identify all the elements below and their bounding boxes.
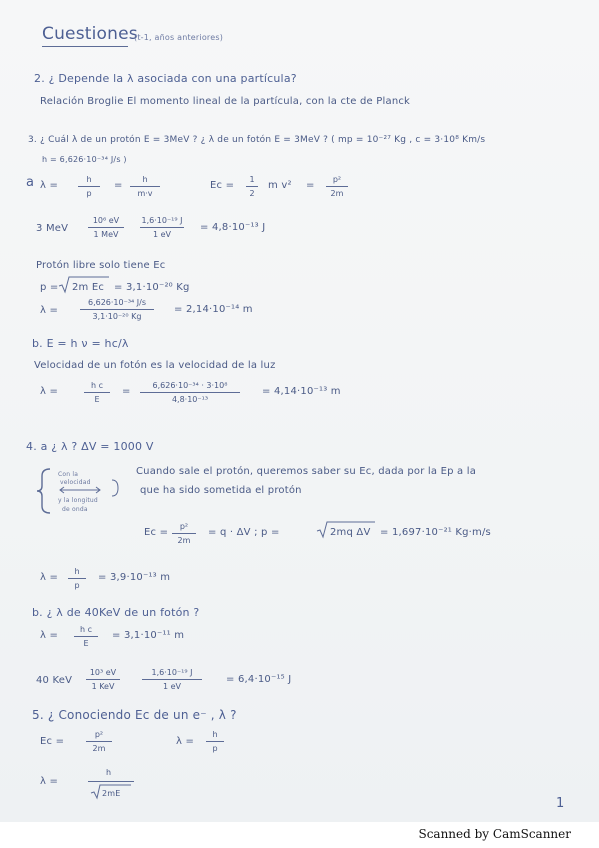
q3-frac-den: 1 eV — [152, 230, 172, 239]
q4-ec-rhs: = q · ΔV ; p = — [208, 527, 280, 538]
q4-ec-radicand: 2mq ΔV — [330, 527, 371, 538]
q3-frac-p2-2m — [326, 174, 348, 199]
q3-frac-den: 4,8·10⁻¹³ — [171, 395, 209, 404]
q3-p-radicand: 2m Ec — [72, 282, 105, 293]
q5-frac-den: 2m — [92, 744, 106, 753]
q4-side-4: de onda — [62, 506, 88, 513]
q5-frac-num: p² — [94, 730, 104, 739]
q3-p-lhs: p = — [40, 282, 59, 293]
q3-conv-frac1 — [88, 215, 124, 240]
q4-frac-num: 1,6·10⁻¹⁹ J — [151, 668, 193, 677]
q4-ec-frac — [172, 521, 196, 546]
q4-frac-bar — [142, 679, 202, 680]
q5-final-frac — [88, 768, 134, 802]
q4-frac-num: p² — [179, 522, 189, 531]
q4-right-brace — [110, 478, 122, 498]
q5-lam-lhs: λ = — [176, 736, 195, 747]
q3-frac-bar — [84, 392, 110, 393]
q3-frac-den: E — [94, 395, 100, 404]
q5-question: 5. ¿ Conociendo Ec de un e⁻ , λ ? — [32, 708, 237, 722]
q3-h-value: h = 6,626·10⁻³⁴ J/s ) — [42, 155, 127, 164]
q5-ec-lhs: Ec = — [40, 736, 65, 747]
q4-frac-num: h c — [79, 625, 92, 634]
q4-lam-result: = 3,9·10⁻¹³ m — [98, 572, 171, 583]
q3-p-result: = 3,1·10⁻²⁰ Kg — [114, 282, 190, 293]
q2-question: 2. ¿ Depende la λ asociada con una partícula? — [34, 72, 297, 85]
page-number: 1 — [556, 796, 565, 811]
q4-frac-bar — [172, 533, 196, 534]
q4-frac-den: 1 eV — [162, 682, 182, 691]
q3-lam3-frac2 — [140, 380, 240, 405]
q3-frac-h-mv — [130, 174, 160, 199]
q2-answer: Relación Broglie El momento lineal de la partícula, con la cte de Planck — [40, 96, 411, 107]
q4-frac-bar — [68, 578, 86, 579]
q4-frac-den: 1 KeV — [91, 682, 115, 691]
q4-frac-bar — [86, 679, 120, 680]
q4-b-conv-result: = 6,4·10⁻¹⁵ J — [226, 674, 292, 685]
q4-b-header: b. ¿ λ de 40KeV de un fotón ? — [32, 606, 200, 619]
q3-frac-num: 6,626·10⁻³⁴ · 3·10⁸ — [152, 381, 228, 390]
q4-b-frac — [74, 624, 98, 649]
q4-b-conv-lhs: 40 KeV — [36, 675, 73, 686]
q3-frac-bar — [326, 186, 348, 187]
q3-frac-num: h — [86, 175, 92, 184]
q4-b-conv-frac2 — [142, 667, 202, 692]
q3-lam3-result: = 4,14·10⁻¹³ m — [262, 386, 341, 397]
q3-frac-bar — [140, 227, 184, 228]
q3-frac-num: h c — [90, 381, 103, 390]
q4-side-3: y la longitud — [58, 497, 98, 504]
q3-frac-num: 1,6·10⁻¹⁹ J — [141, 216, 183, 225]
q5-final-lhs: λ = — [40, 776, 59, 787]
title-underline — [42, 46, 128, 47]
q4-double-arrow — [58, 486, 102, 494]
q4-text-line-1: Cuando sale el protón, queremos saber su Ec, dada por la Ep a la — [136, 466, 477, 477]
q3-lam2-result: = 2,14·10⁻¹⁴ m — [174, 304, 253, 315]
q4-frac-den: p — [74, 581, 80, 590]
q3-conv-result: = 4,8·10⁻¹³ J — [200, 222, 266, 233]
q3-frac-num: 1 — [249, 175, 255, 184]
q5-final-radicand: 2mE — [102, 789, 121, 798]
q4-frac-den: E — [83, 639, 89, 648]
q3-frac-bar — [80, 309, 154, 310]
q5-frac-bar — [86, 741, 112, 742]
q3-ec-eq: Ec = — [210, 180, 235, 191]
q3-frac-den: 3,1·10⁻²⁰ Kg — [92, 312, 142, 321]
q4-brace — [36, 466, 56, 516]
q3-lambda-eq: λ = — [40, 180, 59, 191]
q3-frac-den: m·v — [137, 189, 153, 198]
q3-conv-frac2 — [140, 215, 184, 240]
q4-frac-num: 10³ eV — [89, 668, 117, 677]
q4-frac-bar — [74, 636, 98, 637]
q3-frac-num: h — [142, 175, 148, 184]
q4-frac-den: 2m — [177, 536, 191, 545]
camscanner-watermark: Scanned by CamScanner — [418, 827, 571, 841]
q3-eq3: = — [306, 180, 315, 191]
q5-frac-bar — [206, 741, 224, 742]
q3-frac-num: p² — [332, 175, 342, 184]
q3-lam3-eq: = — [122, 386, 131, 397]
q3-note: Protón libre solo tiene Ec — [36, 260, 166, 271]
q3-b-note: Velocidad de un fotón es la velocidad de la luz — [34, 360, 276, 371]
q5-frac-den: p — [212, 744, 218, 753]
q3-frac-h-p — [78, 174, 100, 199]
q5-final-bar — [88, 781, 134, 782]
q3-frac-den: 2m — [330, 189, 344, 198]
q4-header: 4. a ¿ λ ? ΔV = 1000 V — [26, 440, 154, 453]
q3-mv2: m v² — [268, 180, 292, 191]
q4-frac-num: h — [74, 567, 80, 576]
q3-frac-den: 1 MeV — [93, 230, 119, 239]
q3-lam3-lhs: λ = — [40, 386, 59, 397]
q3-frac-den: 2 — [249, 189, 255, 198]
q5-ec-frac — [86, 729, 112, 754]
q3-frac-bar — [130, 186, 160, 187]
q3-lam2-frac — [80, 297, 154, 322]
q4-lam-lhs: λ = — [40, 572, 59, 583]
q4-side-2: velocidad — [60, 479, 91, 486]
q3-lam2-lhs: λ = — [40, 305, 59, 316]
page-title: Cuestiones — [42, 24, 138, 44]
q5-lam-frac — [206, 729, 224, 754]
scan-footer — [0, 822, 599, 848]
q3-frac-bar — [88, 227, 124, 228]
q3-b-line: b. E = h ν = hc/λ — [32, 337, 129, 350]
q5-final-num: h — [106, 768, 112, 777]
q3-frac-den: p — [86, 189, 92, 198]
q3-a-label: a — [26, 175, 35, 190]
q4-b-conv-frac1 — [86, 667, 120, 692]
q4-text-line-2: que ha sido sometida el protón — [140, 485, 302, 496]
page-subtitle: (t-1, años anteriores) — [134, 33, 224, 42]
q3-frac-bar — [78, 186, 100, 187]
q4-side-1: Con la — [58, 471, 79, 478]
q4-b-lhs: λ = — [40, 630, 59, 641]
q3-eq1: = — [114, 180, 123, 191]
q4-b-result: = 3,1·10⁻¹¹ m — [112, 630, 185, 641]
q4-ec-lhs: Ec = — [144, 527, 169, 538]
q3-conv-lhs: 3 MeV — [36, 223, 69, 234]
q3-frac-num: 6,626·10⁻³⁴ J/s — [87, 298, 147, 307]
q3-frac-bar — [140, 392, 240, 393]
q5-frac-num: h — [212, 730, 218, 739]
q4-ec-result: = 1,697·10⁻²¹ Kg·m/s — [380, 527, 491, 538]
q3-question: 3. ¿ Cuál λ de un protón E = 3MeV ? ¿ λ de un fotón E = 3MeV ? ( mp = 10⁻²⁷ Kg , c = 3·10⁸ Km/s — [28, 135, 486, 145]
q3-frac-num: 10⁶ eV — [92, 216, 120, 225]
q3-lam3-frac1 — [84, 380, 110, 405]
q4-lam-frac — [68, 566, 86, 591]
q3-frac-half — [246, 174, 258, 199]
q3-frac-bar — [246, 186, 258, 187]
